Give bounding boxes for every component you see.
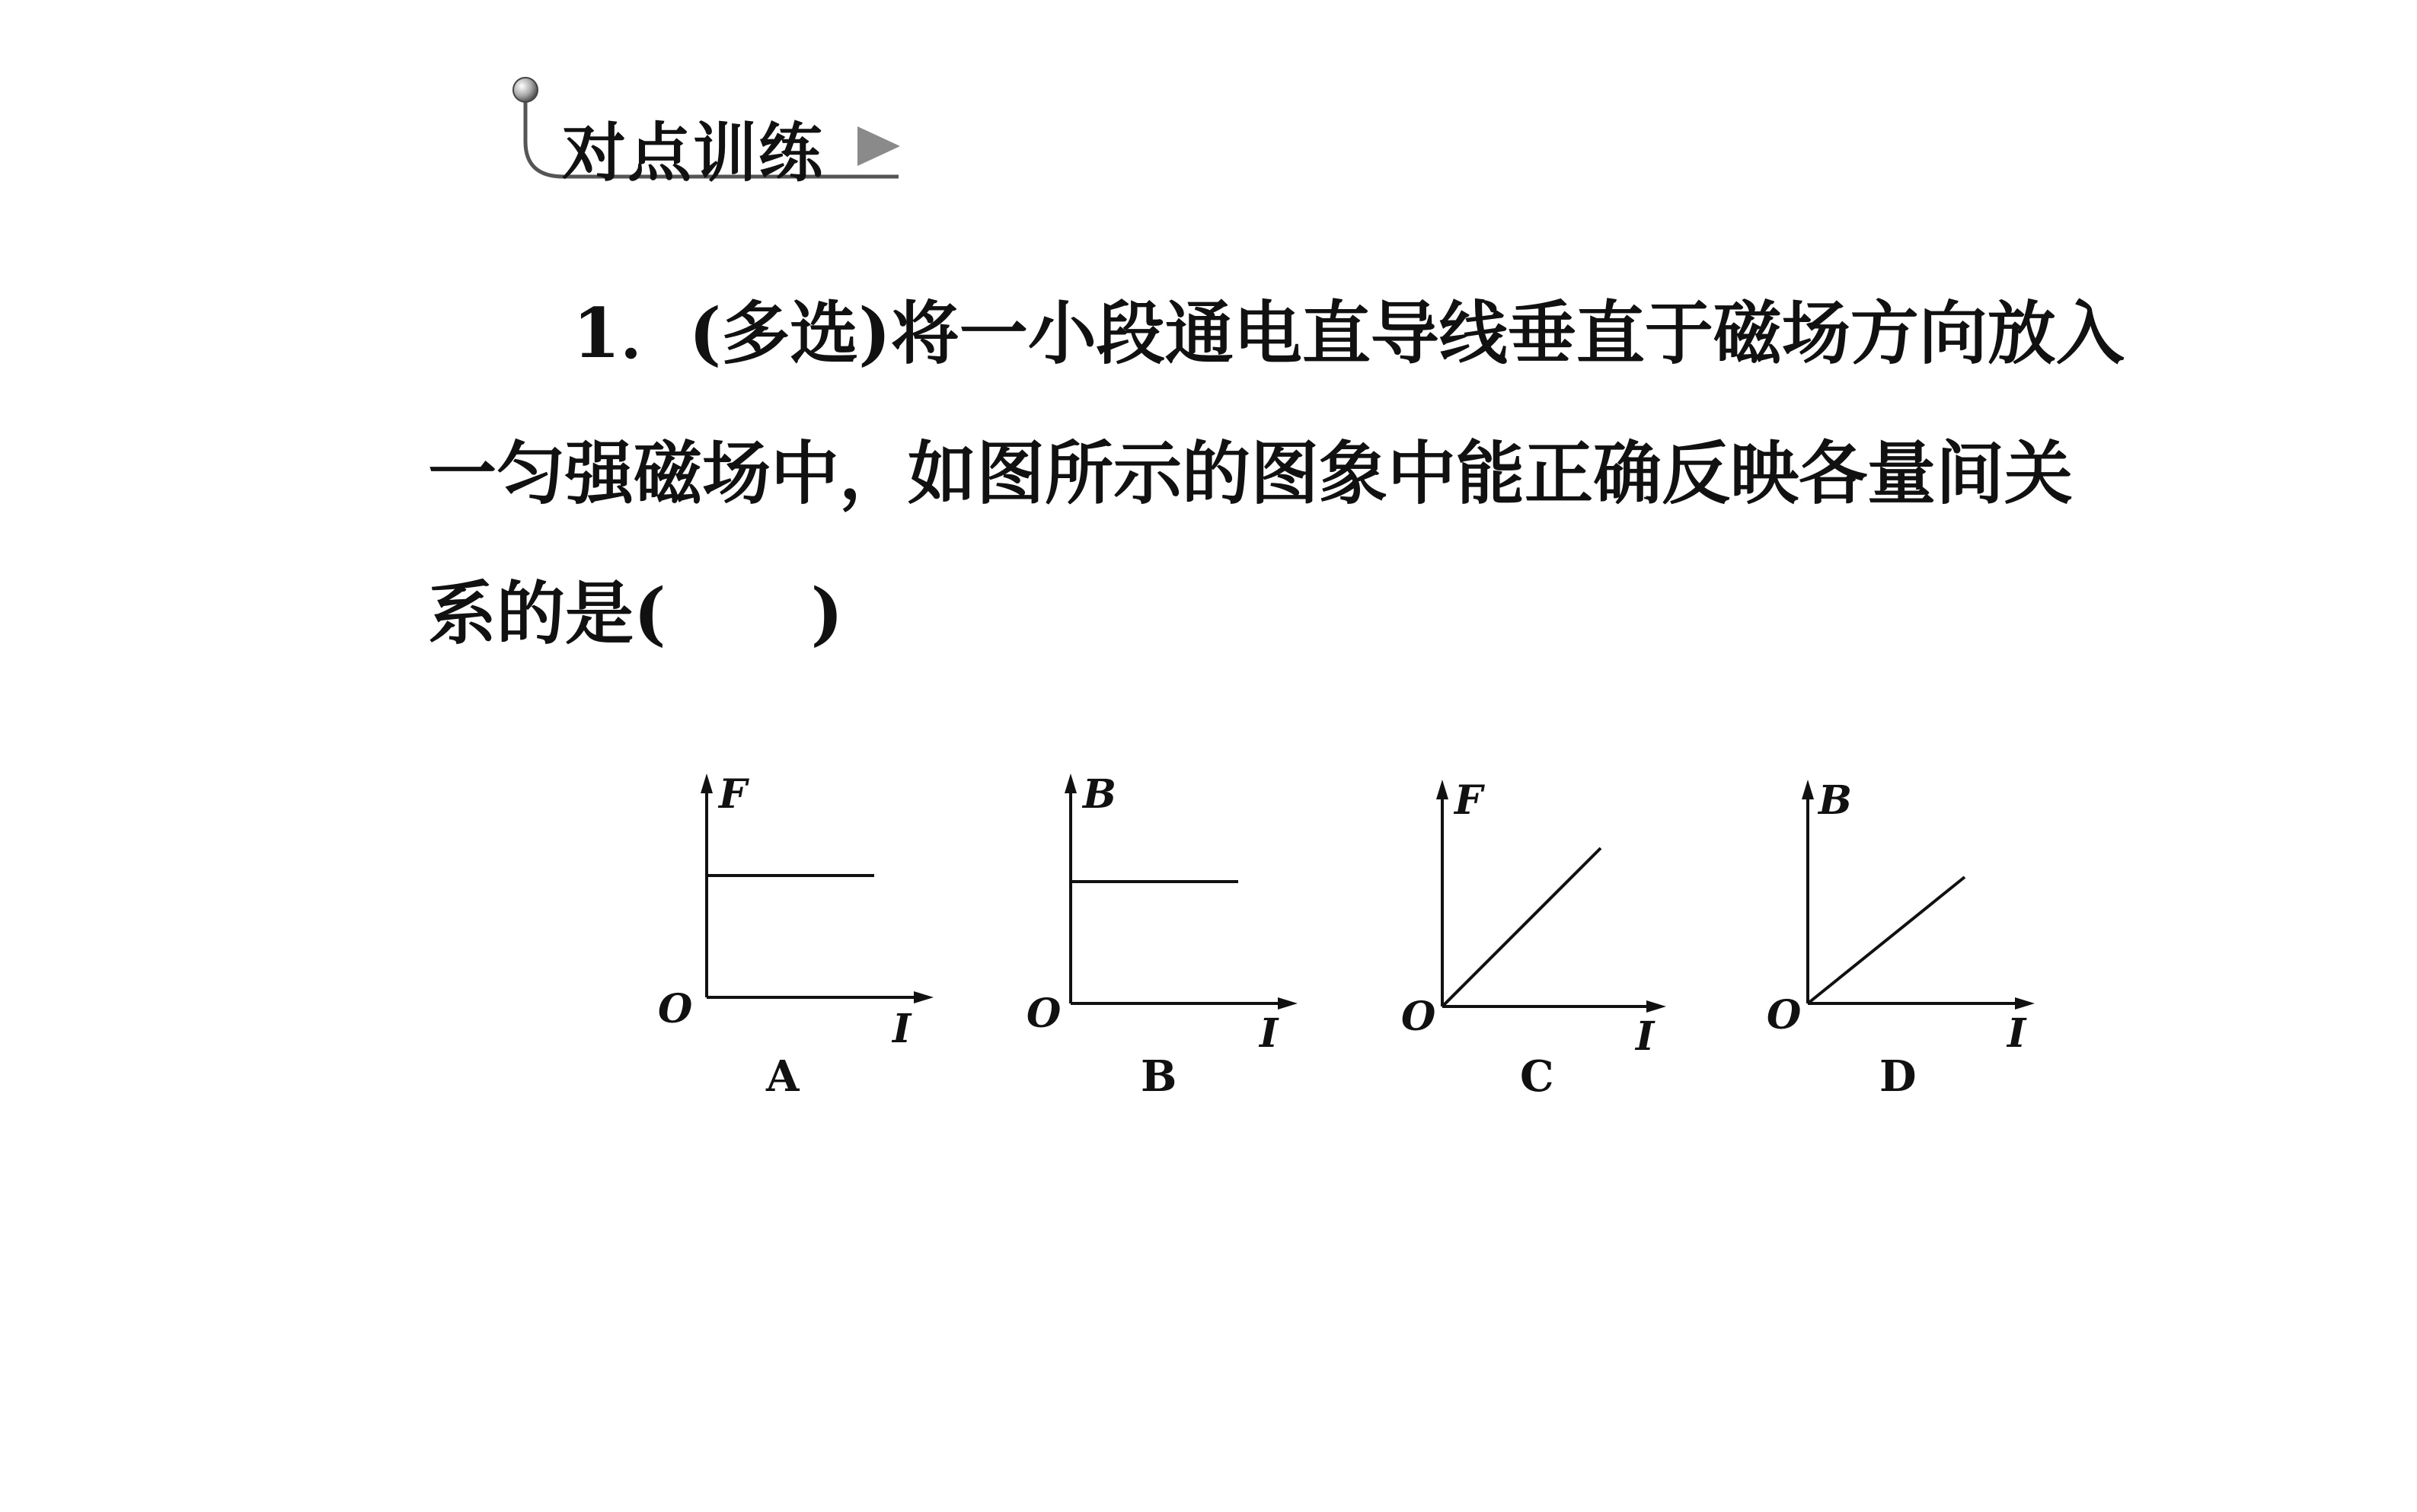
question-line-3	[428, 544, 2240, 684]
graph-a-origin-label: O	[658, 986, 693, 1032]
question-line-3-suffix: )	[810, 573, 844, 654]
graph-c-origin-label: O	[1401, 994, 1436, 1040]
graph-a-option-label: A	[766, 1051, 800, 1102]
question-line-3-prefix: 系的是(	[428, 573, 666, 654]
graph-c-series-line	[1442, 848, 1601, 1006]
graph-d-y-label: B	[1818, 777, 1852, 824]
graph-c-y-arrow	[1436, 780, 1448, 799]
graph-option-d	[1756, 769, 2076, 1119]
graph-a-x-arrow	[914, 991, 934, 1003]
graph-a-x-label: I	[892, 1006, 912, 1052]
question-line-1: 1．(多选)将一小段通电直导线垂直于磁场方向放入	[573, 293, 2125, 374]
graph-option-b	[1019, 769, 1339, 1119]
graph-c-y-label: F	[1454, 777, 1483, 824]
graph-d-origin-label: O	[1767, 992, 1802, 1038]
graph-option-c	[1390, 769, 1710, 1119]
graph-b-plot	[1019, 769, 1339, 1119]
graph-a-plot	[655, 769, 975, 1119]
section-header	[503, 73, 929, 190]
graph-c-x-arrow	[1646, 1000, 1666, 1013]
graph-d-x-arrow	[2015, 997, 2035, 1010]
graph-b-y-arrow	[1065, 774, 1077, 793]
graph-b-y-label: B	[1083, 771, 1116, 818]
header-play-arrow-icon	[857, 126, 900, 166]
graph-a-y-label: F	[719, 771, 747, 818]
question-line-2: 一匀强磁场中，如图所示的图象中能正确反映各量间关	[428, 433, 2073, 514]
graph-c-option-label: C	[1520, 1051, 1554, 1102]
graph-a-y-arrow	[701, 774, 713, 793]
graph-d-series-line	[1808, 877, 1965, 1003]
graph-b-x-arrow	[1278, 997, 1298, 1010]
graph-option-a	[655, 769, 975, 1119]
graph-b-option-label: B	[1141, 1051, 1177, 1102]
graph-b-x-label: I	[1260, 1010, 1279, 1057]
graph-b-origin-label: O	[1027, 990, 1062, 1037]
section-title: 对点训练	[562, 116, 825, 190]
graph-c-x-label: I	[1636, 1013, 1655, 1060]
graph-d-option-label: D	[1879, 1051, 1917, 1102]
question-text	[428, 263, 2240, 684]
header-bullet-ball	[513, 78, 538, 102]
graph-d-y-arrow	[1802, 780, 1814, 799]
graph-d-x-label: I	[2007, 1010, 2026, 1057]
